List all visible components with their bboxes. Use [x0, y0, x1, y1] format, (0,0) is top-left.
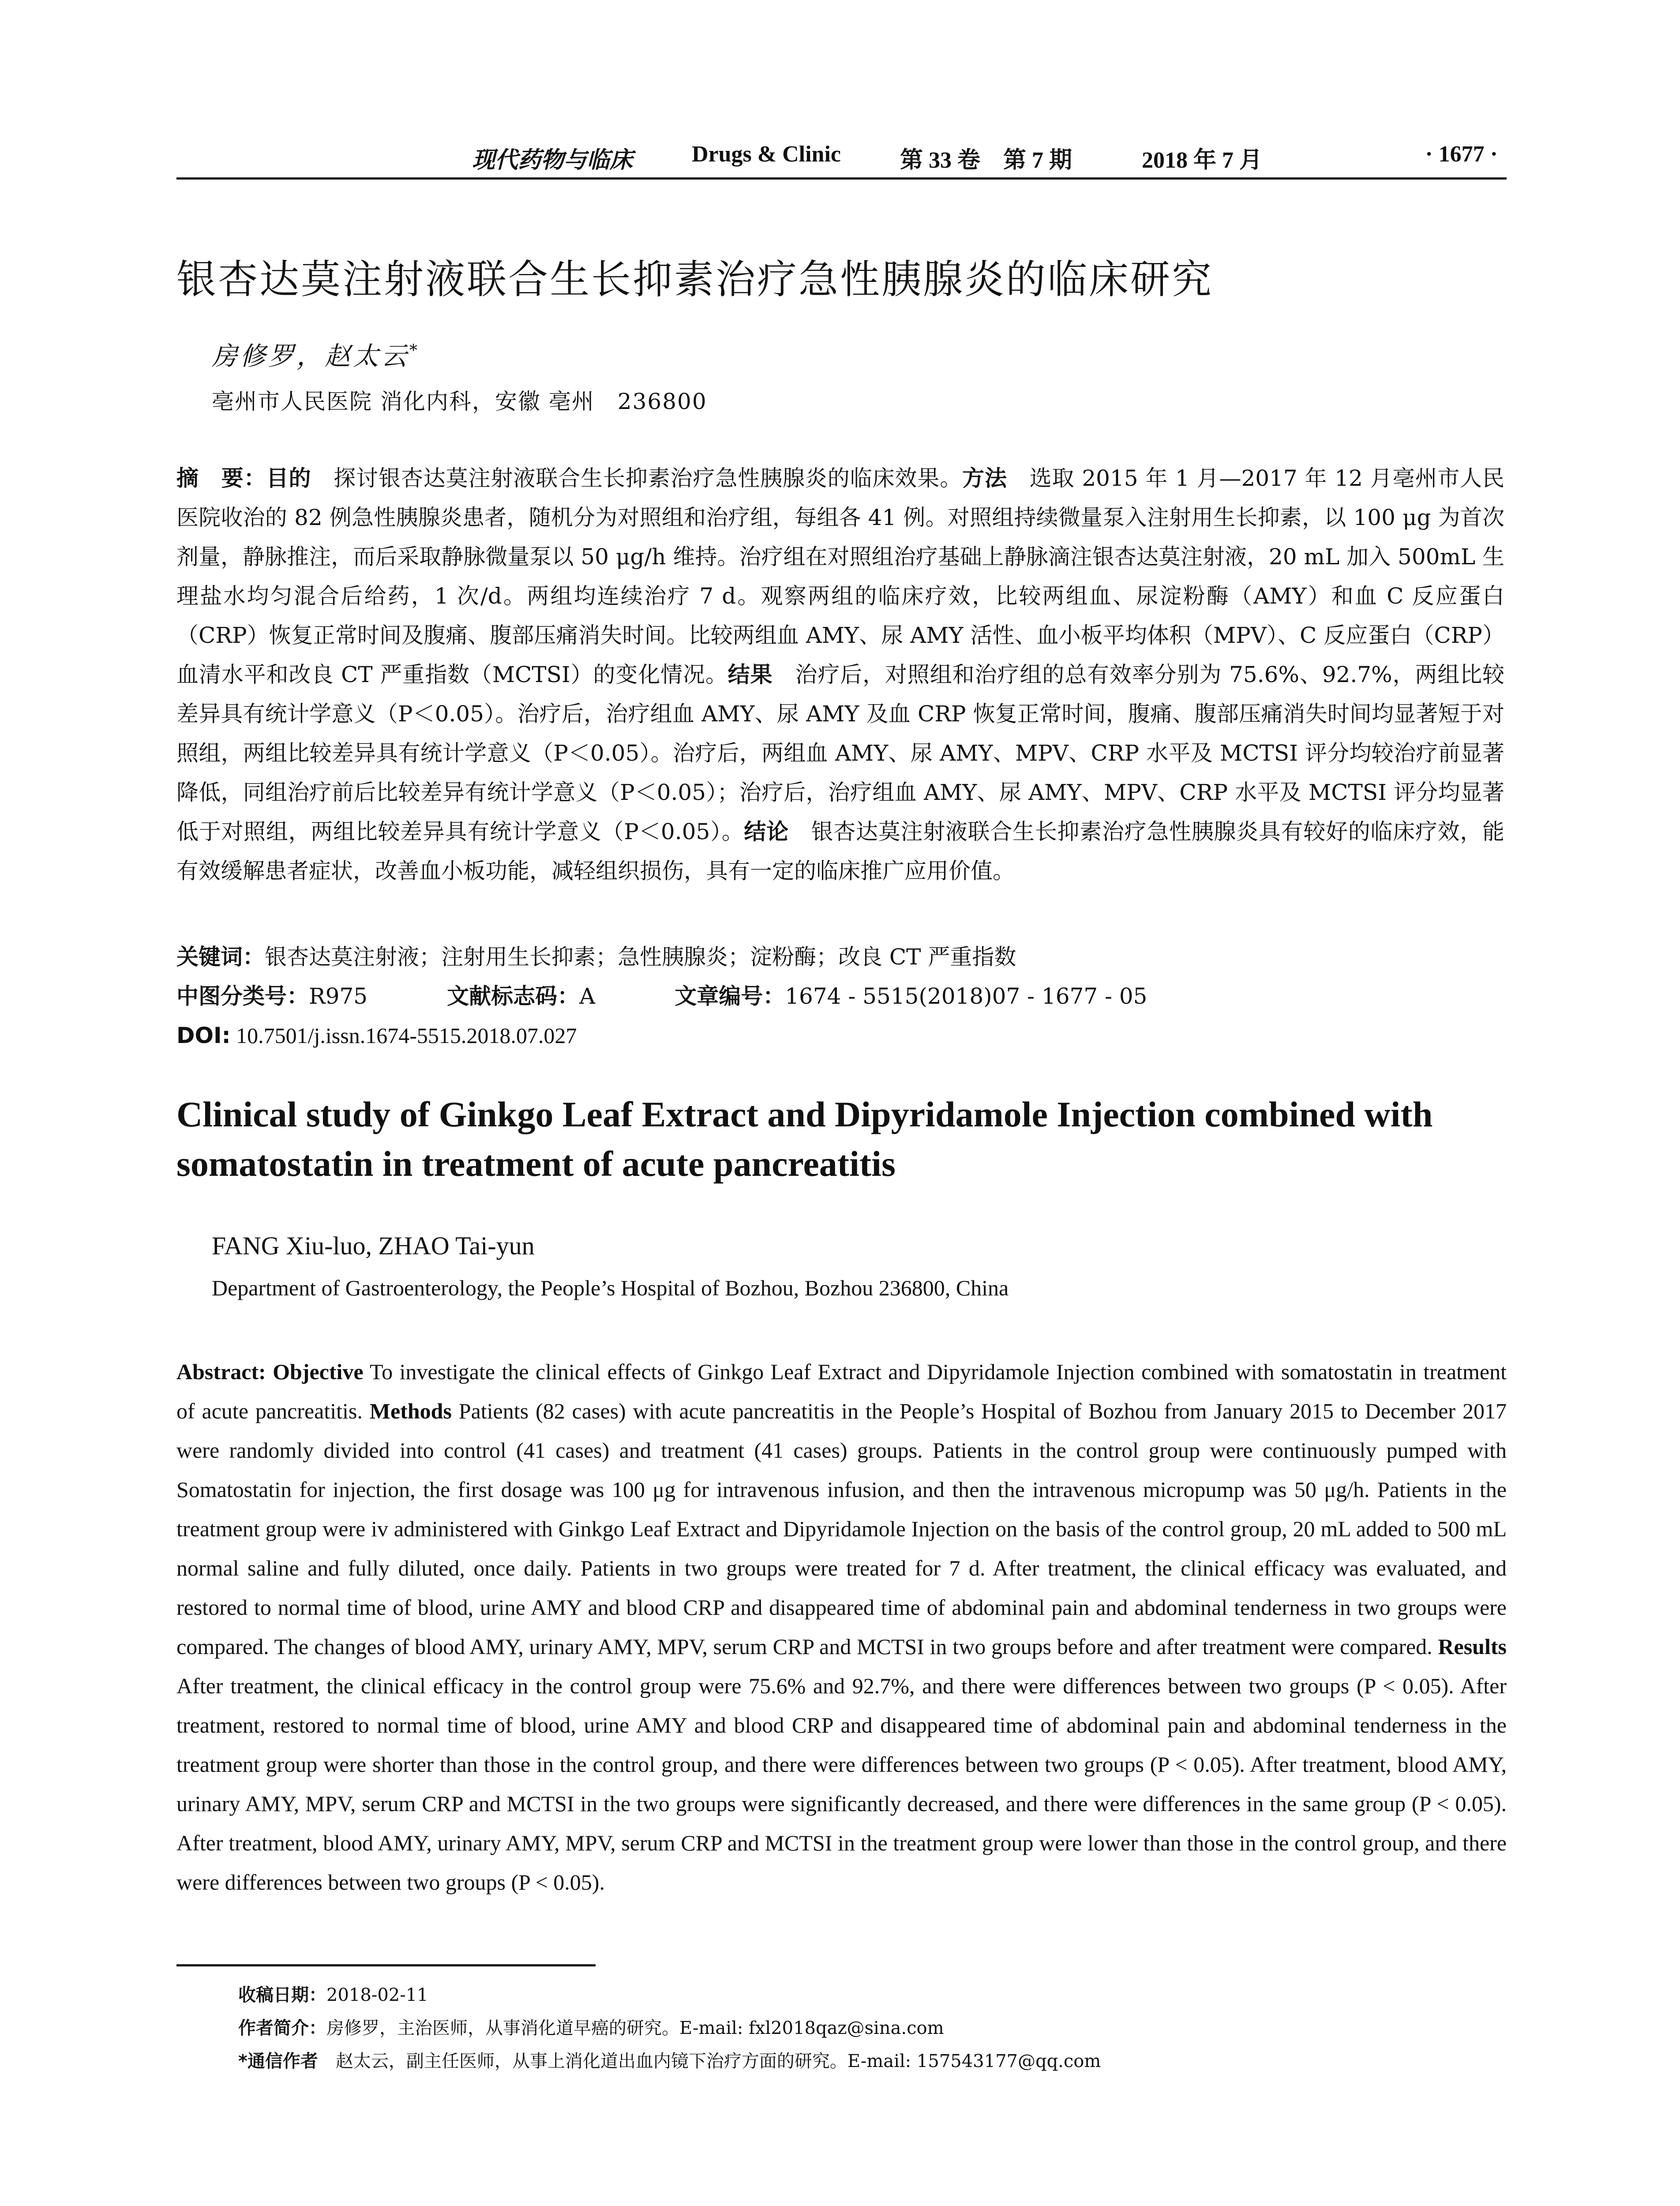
conclusion-label-cn: 结论 — [744, 819, 789, 844]
conclusion-text-cn: 银杏达莫注射液联合生长抑素治疗急性胰腺炎具有较好的临床疗效，能有效缓解患者症状，改善血小板功能，减轻组织损伤，具有一定的临床推广应用价值。 — [176, 819, 1504, 884]
results-text-en: After treatment, the clinical efficacy in the control group were 75.6% and 92.7%, and there were differences between two groups (P < 0.05). After treatment, restored to normal time of blood, urine AMY and blood CRP and disappeared time of abdominal pain and abdominal tenderness in the treatment group were shorter than those in the control group, and there were differences between two groups (P < 0.05). After treatment, blood AMY, urinary AMY, MPV, serum CRP and MCTSI in the two groups were significantly decreased, and there were differences in the same group (P < 0.05). After treatment, blood AMY, urinary AMY, MPV, serum CRP and MCTSI in the treatment group were lower than those in the control group, and there were differences between two groups (P < 0.05). — [176, 1673, 1507, 1895]
footnote-author-bio — [238, 2014, 944, 2039]
authors-cn — [212, 335, 420, 372]
classification-line — [176, 977, 1504, 1016]
abstract-label-en: Abstract: — [176, 1359, 266, 1384]
doi-line — [176, 1016, 1504, 1055]
abstract-label-cn: 摘 要： — [176, 465, 266, 491]
author-names-cn: 房修罗，赵太云 — [212, 341, 410, 371]
doc-code-label: 文献标志码： — [447, 983, 580, 1009]
author-bio-text: 房修罗，主治医师，从事消化道早癌的研究。E-mail: fxl2018qaz@sina.com — [326, 2018, 944, 2038]
results-label-cn: 结果 — [728, 662, 773, 687]
keywords-cn — [176, 938, 1504, 977]
article-number-label: 文章编号： — [675, 983, 785, 1009]
volume-issue: 第 33 卷 第 7 期 — [900, 148, 1072, 173]
running-header — [176, 138, 1507, 180]
doi-value[interactable]: 10.7501/j.issn.1674-5515.2018.07.027 — [230, 1023, 577, 1048]
received-label: 收稿日期： — [238, 1985, 326, 2005]
objective-text-en: To investigate the clinical effects of Ginkgo Leaf Extract and Dipyridamole Injection combined with somatostatin in treatment of acute pancreatitis. — [176, 1359, 1507, 1423]
authors-en: FANG Xiu-luo, ZHAO Tai-yun — [212, 1231, 535, 1260]
corresponding-text: 赵太云，副主任医师，从事上消化道出血内镜下治疗方面的研究。E-mail: 157543177@qq.com — [318, 2051, 1101, 2071]
doi-label: DOI: — [176, 1023, 231, 1048]
article-title-cn: 银杏达莫注射液联合生长抑素治疗急性胰腺炎的临床研究 — [176, 256, 1213, 303]
results-text-cn: 治疗后，对照组和治疗组的总有效率分别为 75.6%、92.7%，两组比较差异具有统计学意义（P＜0.05）。治疗后，治疗组血 AMY、尿 AMY 及血 CRP 恢复正常时间，腹痛、腹部压痛消失时间均显著短于对照组，两组比较差异具有统计学意义（P＜0.05）。治疗后，两组血 AMY、尿 AMY、MPV、CRP 水平及 MCTSI 评分均较治疗前显著降低，同组治疗前后比较差异有统计学意义（P＜0.05）；治疗后，治疗组血 AMY、尿 AMY、MPV、CRP 水平及 MCTSI 评分均显著低于对照组，两组比较差异具有统计学意义（P＜0.05）。 — [176, 662, 1505, 844]
keywords-label: 关键词： — [176, 944, 265, 970]
affiliation-en: Department of Gastroenterology, the People’s Hospital of Bozhou, Bozhou 236800, China — [212, 1276, 1009, 1300]
article-title-en: Clinical study of Ginkgo Leaf Extract and Dipyridamole Injection combined with somatostatin in treatment of acute pancreatitis — [176, 1094, 1433, 1184]
corresponding-mark: * — [409, 341, 420, 360]
abstract-en — [176, 1352, 1507, 1902]
keywords-value: 银杏达莫注射液；注射用生长抑素；急性胰腺炎；淀粉酶；改良 CT 严重指数 — [265, 944, 1016, 970]
affiliation-cn: 亳州市人民医院 消化内科，安徽 亳州 236800 — [212, 389, 707, 414]
page-number: · 1677 · — [1425, 142, 1498, 167]
author-bio-label: 作者简介： — [238, 2018, 326, 2038]
methods-text-en: Patients (82 cases) with acute pancreatitis in the People’s Hospital of Bozhou from January 2015 to December 2017 were randomly divided into control (41 cases) and treatment (41 cases) groups. Patients in the control group were continuously pumped with Somatostatin for injection, the first dosage was 100 μg for intravenous infusion, and then the intravenous micropump was 50 μg/h. Patients in the treatment group were iv administered with Ginkgo Leaf Extract and Dipyridamole Injection on the basis of the control group, 20 mL added to 500 mL normal saline and fully diluted, once daily. Patients in two groups were treated for 7 d. After treatment, the clinical efficacy was evaluated, and restored to normal time of blood, urine AMY and blood CRP and disappeared time of abdominal pain and abdominal tenderness in two groups were compared. The changes of blood AMY, urinary AMY, MPV, serum CRP and MCTSI in two groups before and after treatment were compared. — [176, 1399, 1507, 1659]
methods-label-cn: 方法 — [962, 465, 1007, 491]
objective-label-en: Objective — [266, 1359, 364, 1384]
footnote-corresponding — [238, 2047, 1101, 2072]
objective-text-cn: 探讨银杏达莫注射液联合生长抑素治疗急性胰腺炎的临床效果。 — [311, 465, 963, 491]
abstract-cn — [176, 459, 1504, 891]
objective-label-cn: 目的 — [266, 465, 311, 491]
clc-value: R975 — [309, 983, 368, 1009]
methods-label-en: Methods — [369, 1399, 452, 1423]
results-label-en: Results — [1438, 1634, 1507, 1659]
article-number-value: 1674 - 5515(2018)07 - 1677 - 05 — [785, 983, 1148, 1009]
issue-date: 2018 年 7 月 — [1142, 148, 1263, 173]
methods-text-cn: 选取 2015 年 1 月—2017 年 12 月亳州市人民医院收治的 82 例急性胰腺炎患者，随机分为对照组和治疗组，每组各 41 例。对照组持续微量泵入注射用生长抑素，以 100 μg 为首次剂量，静脉推注，而后采取静脉微量泵以 50 μg/h 维持。治疗组在对照组治疗基础上静脉滴注银杏达莫注射液，20 mL 加入 500mL 生理盐水均匀混合后给药，1 次/d。两组均连续治疗 7 d。观察两组的临床疗效，比较两组血、尿淀粉酶（AMY）和血 C 反应蛋白（CRP）恢复正常时间及腹痛、腹部压痛消失时间。比较两组血 AMY、尿 AMY 活性、血小板平均体积（MPV）、C 反应蛋白（CRP）血清水平和改良 CT 严重指数（MCTSI）的变化情况。 — [176, 465, 1505, 687]
journal-name-cn: 现代药物与临床 — [472, 148, 633, 173]
clc-label: 中图分类号： — [176, 983, 309, 1009]
journal-name-en: Drugs & Clinic — [692, 142, 841, 167]
corresponding-label: *通信作者 — [238, 2051, 318, 2071]
doc-code-value: A — [579, 983, 596, 1009]
footnote-divider — [176, 1964, 596, 1966]
received-date: 2018-02-11 — [326, 1985, 428, 2005]
footnote-received — [238, 1981, 428, 2006]
